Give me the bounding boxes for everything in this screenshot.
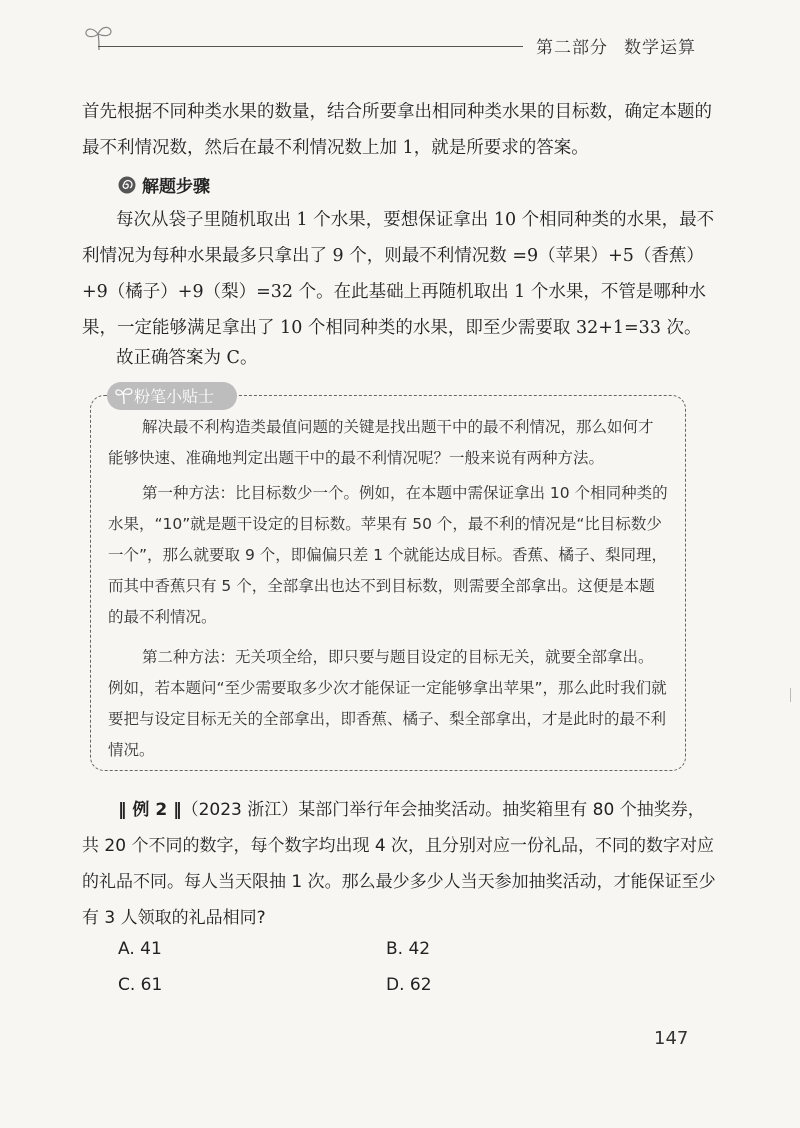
option-b: B. 42 [386, 939, 431, 959]
header-rule [98, 46, 523, 47]
option-d: D. 62 [386, 975, 432, 995]
header-subject: 数学运算 [624, 38, 696, 58]
tips-method-2: 第二种方法：无关项全给，即只要与题目设定的目标无关，就要全部拿出。例如，若本题问“至少需要取多少次才能保证一定能够拿出苹果”，那么此时我们就要把与设定目标无关的全部拿出，即香蕉、橘子、梨全部拿出，才是此时的最不利情况。 [108, 648, 667, 759]
edge-mark [790, 688, 791, 702]
running-header [536, 33, 712, 58]
tips-title: 粉笔小贴士 [134, 387, 215, 406]
page-number: 147 [654, 1028, 689, 1049]
example-label: ‖ 例 2 ‖ [118, 800, 182, 820]
sprout-icon [82, 22, 116, 52]
leaf-icon [114, 386, 134, 406]
example-question-text: （2023 浙江）某部门举行年会抽奖活动。抽奖箱里有 80 个抽奖券，共 20 个不同的数字，每个数字均出现 4 次，且分别对应一份礼品，不同的数字对应的礼品不同。每人当天限抽 1 次。那么最少多少人当天参加抽奖活动，才能保证至少有 3 人领取的礼品相同? [82, 800, 716, 928]
option-a: A. 41 [118, 939, 162, 959]
option-c: C. 61 [118, 975, 163, 995]
solution-heading: 解题步骤 [142, 177, 210, 197]
solution-step-paragraph: 每次从袋子里随机取出 1 个水果，要想保证拿出 10 个相同种类的水果，最不利情况为每种水果最多只拿出了 9 个，则最不利情况数 =9（苹果）+5（香蕉）+9（橘子）+9（梨）=32 个。在此基础上再随机取出 1 个水果，不管是哪种水果，一定能够满足拿出了 10 个相同种类的水果，即至少需要取 32+1=33 次。 [82, 210, 715, 338]
header-section: 第二部分 [536, 38, 608, 58]
intro-paragraph: 首先根据不同种类水果的数量，结合所要拿出相同种类水果的目标数，确定本题的最不利情况数，然后在最不利情况数上加 1，就是所要求的答案。 [82, 102, 712, 158]
tips-intro: 解决最不利构造类最值问题的关键是找出题干中的最不利情况，那么如何才能够快速、准确地判定出题干中的最不利情况呢？一般来说有两种方法。 [108, 418, 654, 467]
example-question [82, 792, 718, 936]
page-header [0, 0, 800, 70]
answer-line: 故正确答案为 C。 [116, 348, 258, 368]
tips-method-1: 第一种方法：比目标数少一个。例如，在本题中需保证拿出 10 个相同种类的水果，“10”就是题干设定的目标数。苹果有 50 个，最不利的情况是“比目标数少一个”，那么就要取 9 个，即偏偏只差 1 个就能达成目标。香蕉、橘子、梨同理，而其中香蕉只有 5 个，全部拿出也达不到目标数，则需要全部拿出。这便是本题的最不利情况。 [108, 484, 668, 626]
spiral-icon [118, 176, 136, 194]
